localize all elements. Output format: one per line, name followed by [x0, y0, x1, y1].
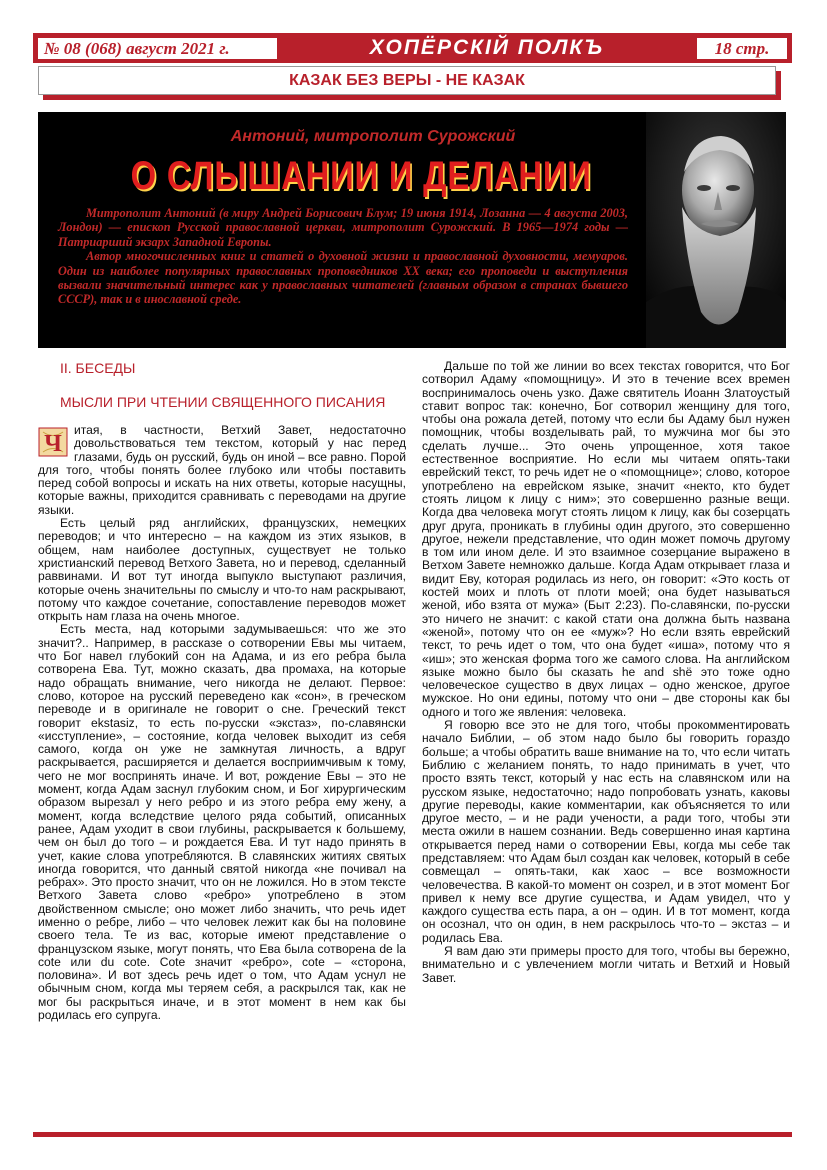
author-bio — [58, 206, 628, 307]
dropcap-letter: Ч — [44, 431, 62, 457]
bio-paragraph: Митрополит Антоний (в миру Андрей Борисович Блум; 19 июня 1914, Лозанна — 4 августа 2003, Лондон) — епископ Русской православной церкви, митрополит Сурожский. В 1965—1974 годы — Патриарший экзарх Западной Европы. — [58, 206, 628, 249]
article-column-right — [422, 360, 790, 985]
rubric-title: КАЗАК БЕЗ ВЕРЫ - НЕ КАЗАК — [38, 66, 776, 95]
article-paragraph: Дальше по той же линии во всех текстах говорится, что Бог сотворил Адаму «помощницу». И это в течение всех времен воспринималось очень узко. Даже святитель Иоанн Златоустый ставит вопрос так: конечно, Бог сотворил женщину для того, чтобы она рожала детей, потому что если бы Адаму был нужен помощник, чтобы возделывать рай, то мужчина мог бы это сделать лучше... Это очень упрощенное, хотя такое естественное восприятие. Но если мы читаем опять-таки еврейский текст, то речь идет не о «помощнице»; слово, которое употреблено на еврейском языке, значит «некто, кто будет стоять лицом к лицу с ним»; это совершенно разные вещи. Когда два человека могут стоять лицом к лицу, как бы созерцать друг друга, проникать в глубины один другого, это совершенно другое, нежели представление, что один может помочь другому в том или ином деле. И это взаимное созерцание выражено в Ветхом Завете немножко дальше. Когда Адам открывает глаза и видит Еву, которая родилась из него, он говорит: «Это кость от костей моих и плоть от плоти моей; она будет называться женой, ибо взята от мужа» (Быт 2:23). По-славянски, по-русски это ничего не значит: с какой стати она должна быть названа «женой», потому что он ее «муж»? Но если взять еврейский текст, то речь идет о том, что она будет «иша», потому что я «иш»; это женская форма того же самого слова. На английском языке можно было бы сказать he and shё это тоже одно человеческое существо в двух лицах – одно женское, другое мужское. Но они едины, потому что они – две стороны как бы одного и того же явления: человека. — [422, 359, 790, 719]
article-title: О СЛЫШАНИИ И ДЕЛАНИИ — [130, 154, 592, 198]
issue-number: № 08 (068) август 2021 г. — [44, 39, 230, 58]
section-heading: II. БЕСЕДЫ — [60, 360, 136, 376]
author-portrait — [646, 112, 786, 348]
author-name: Антоний, митрополит Сурожский — [230, 128, 516, 145]
footer-rule — [33, 1132, 792, 1137]
article-paragraph: Я говорю все это не для того, чтобы прокомментировать начало Библии, – об этом надо было бы говорить гораздо больше; а чтобы обратить ваше внимание на то, что если читать Библию с желанием понять, то надо принимать в учет, что просто взять текст, который у нас есть на славянском или на русском языке, недостаточно; надо попробовать узнать, каковы другие переводы, какие комментарии, как объясняется то или другое место, – и не ради учености, а ради того, чтобы эти места ожили в нашем сознании. Ведь совершенно иная картина открывается перед нами о сотворении Евы, когда мы себе так представляем: что Адам был создан как человек, который в себе совмещал – опять-таки, как хаос – все возможности человечества. В какой-то момент он созрел, и в этот момент Бог привел к нему все другие существа, и Адам увидел, что у каждого существа есть пара, а он – один. И в тот момент, когда он осознал, что он один, в нем раскрылось что-то – экстаз – и родилась Ева. — [422, 718, 790, 945]
article-column-left — [38, 360, 406, 1022]
paragraph-text: итая, в частности, Ветхий Завет, недостаточно довольствоваться тем текстом, который у нас перед глазами, будь он русский, будь он иной – все равно. Порой для того, чтобы понять более глубоко или чтобы поставить перед собой вопросы и искать на них ответы, которые насущны, которые важны, приходится сравнивать с переводами на другие языки. — [38, 423, 406, 517]
bio-paragraph: Автор многочисленных книг и статей о духовной жизни и православной духовности, мемуаров. Один из наиболее популярных православных проповедников XX века; его проповеди и выступления вызвали значительный интерес как у православных читателей (главным образом в странах бывшего СССР), так и в инославной среде. — [58, 249, 628, 307]
dropcap-ornament — [38, 427, 68, 457]
article-paragraph — [38, 424, 406, 517]
article-banner — [38, 112, 786, 348]
article-paragraph: Я вам даю эти примеры просто для того, чтобы вы бережно, внимательно и с увлечением могли читать и Ветхий и Новый Завет. — [422, 944, 790, 985]
article-paragraph: Есть целый ряд английских, французских, немецких переводов; и что интересно – на каждом из этих языков, в общем, нам наиболее доступных, существует не только христианский перевод Ветхого Завета, но и перевод, сделанный раввинами. И вот тут иногда выпукло выступают различия, которые очень значительны по смыслу и что-то нам раскрывают, потому что каждое сочетание, сопоставление переводов может открыть нам глаза на очень многое. — [38, 516, 406, 624]
page-number: 18 стр. — [714, 39, 770, 58]
newspaper-title: ХОПЁРСКIЙ ПОЛКЪ — [369, 36, 605, 59]
subsection-heading: МЫСЛИ ПРИ ЧТЕНИИ СВЯЩЕННОГО ПИСАНИЯ — [60, 394, 386, 410]
article-paragraph: Есть места, над которыми задумываешься: что же это значит?.. Например, в рассказе о сотворении Евы мы читаем, что Бог навел глубокий сон на Адама, и из его ребра была сотворена Ева. Тут, можно сказать, два промаха, на которые надо обращать внимание, чего никогда не делают. Первое: слово, которое на русский переведено как «сон», в греческом переводе и в оригинале не говорит о сне. Греческий текст говорит ekstasiz, то есть по-русски «экстаз», по-славянски «исступление», – состояние, когда человек выходит из себя самого, когда он уже не замкнутая личность, а вдруг раскрывается, расширяется и делается восприимчивым к тому, чего не мог воспринять иначе. И вот, рождение Евы – это не момент, когда Адам заснул глубоким сном, и Бог хирургическим образом вырезал у него ребро и из этого ребра ему жену, а момент, когда вследствие целого ряда событий, описанных ранее, Адам уходит в свои глубины, раскрывается к большему, чем он был до того – и рождается Ева. И тут надо принять в учет, какие слова употребляются. В славянских житиях святых иногда говорится, что данный святой никогда «не почивал на ребрах». Это просто значит, что он не ложился. Но в этом тексте Ветхого Завета слово «ребро» употреблено в этом двойственном смысле; оно может либо значить, что речь идет именно о ребре, либо – что человек лежит как бы на половине своего тела. Те из вас, которые имеют представление о французском языке, могут понять, что Ева была сотворена de la cote или du cote. Cote значит «ребро», cote – «сторона, половина». И вот здесь речь идет о том, что Адам уснул не обычным сном, когда мы теряем себя, а раскрылся так, как не мог бы раскрыться иначе, и в этот момент в нем как бы родилась его супруга. — [38, 622, 406, 1023]
